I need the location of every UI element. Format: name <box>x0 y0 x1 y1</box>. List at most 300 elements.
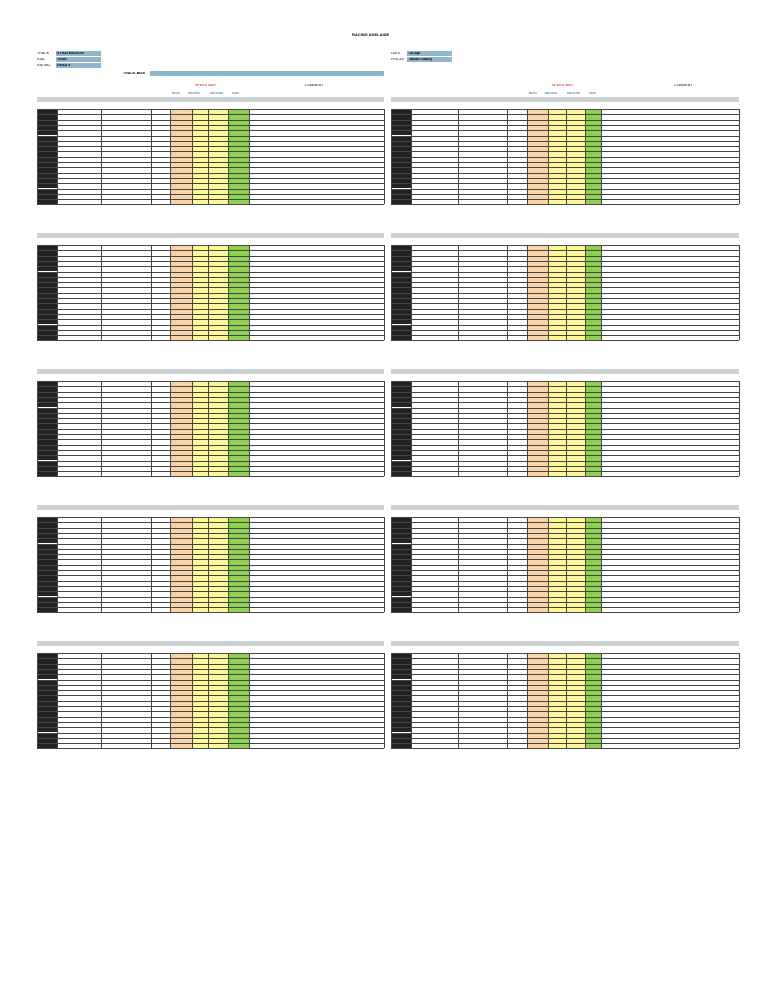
column-divider <box>739 517 740 612</box>
row-divider <box>391 717 739 718</box>
row-divider <box>391 335 739 336</box>
row-divider <box>391 151 739 152</box>
column-divider <box>192 245 193 340</box>
rail-value: TRUE <box>57 58 67 61</box>
row-divider <box>391 309 739 310</box>
row-divider <box>391 157 739 158</box>
row-divider <box>37 680 384 681</box>
column-divider <box>527 109 528 204</box>
race-header-band <box>391 369 739 374</box>
row-divider <box>391 303 739 304</box>
column-divider <box>228 245 229 340</box>
column-divider <box>585 517 586 612</box>
row-divider <box>37 439 384 440</box>
column-divider <box>101 381 102 476</box>
row-divider <box>37 157 384 158</box>
column-divider <box>57 245 58 340</box>
column-divider <box>391 653 392 748</box>
date-value: 18-Apr <box>409 52 421 55</box>
column-divider <box>411 109 412 204</box>
column-divider <box>601 381 602 476</box>
column-divider <box>228 109 229 204</box>
row-divider <box>37 298 384 299</box>
column-divider <box>566 517 567 612</box>
row-divider <box>391 690 739 691</box>
column-divider <box>527 653 528 748</box>
row-divider <box>37 674 384 675</box>
row-divider <box>37 575 384 576</box>
row-divider <box>37 565 384 566</box>
row-divider <box>37 669 384 670</box>
row-divider <box>37 309 384 310</box>
row-divider <box>37 701 384 702</box>
row-divider <box>37 282 384 283</box>
row-divider <box>391 194 739 195</box>
column-divider <box>391 109 392 204</box>
row-divider <box>37 272 384 273</box>
track-value: STRATHALBYN <box>57 52 84 55</box>
row-divider <box>37 266 384 267</box>
row-divider <box>37 199 384 200</box>
row-divider <box>391 199 739 200</box>
row-divider <box>391 522 739 523</box>
row-divider <box>391 277 739 278</box>
column-divider <box>170 245 171 340</box>
rating-label: RATING <box>37 64 51 67</box>
row-divider <box>37 586 384 587</box>
row-divider <box>37 303 384 304</box>
row-divider <box>391 538 739 539</box>
row-divider <box>391 711 739 712</box>
column-divider <box>458 653 459 748</box>
row-divider <box>37 570 384 571</box>
row-divider <box>391 392 739 393</box>
column-divider <box>411 381 412 476</box>
column-divider <box>228 653 229 748</box>
row-divider <box>391 738 739 739</box>
column-divider <box>458 245 459 340</box>
row-divider <box>37 314 384 315</box>
row-divider <box>391 701 739 702</box>
row-divider <box>37 413 384 414</box>
row-divider <box>391 256 739 257</box>
row-divider <box>37 522 384 523</box>
row-divider <box>391 189 739 190</box>
column-divider <box>228 381 229 476</box>
sub-midback-left: MID BCK <box>188 92 201 95</box>
sub-fwd-right: FWD <box>589 92 596 95</box>
row-divider <box>391 554 739 555</box>
column-divider <box>548 245 549 340</box>
row-divider <box>391 173 739 174</box>
row-divider <box>391 319 739 320</box>
row-divider <box>37 597 384 598</box>
row-divider <box>391 162 739 163</box>
row-divider <box>37 245 384 246</box>
column-divider <box>411 245 412 340</box>
row-divider <box>391 581 739 582</box>
row-divider <box>391 325 739 326</box>
row-divider <box>37 549 384 550</box>
race-header-band <box>391 233 739 238</box>
column-divider <box>101 517 102 612</box>
row-divider <box>37 325 384 326</box>
column-divider <box>249 653 250 748</box>
row-divider <box>37 136 384 137</box>
row-divider <box>391 674 739 675</box>
speed-map-header-right: SPEED MAP <box>552 84 573 87</box>
column-divider <box>585 245 586 340</box>
column-divider <box>170 517 171 612</box>
row-divider <box>391 607 739 608</box>
row-divider <box>391 722 739 723</box>
row-divider <box>391 298 739 299</box>
row-divider <box>37 120 384 121</box>
column-divider <box>249 109 250 204</box>
row-divider <box>37 544 384 545</box>
row-divider <box>391 570 739 571</box>
row-divider <box>391 287 739 288</box>
sheet-title: RACING ADELAIDE <box>352 33 390 37</box>
row-divider <box>391 141 739 142</box>
row-divider <box>391 261 739 262</box>
row-divider <box>37 340 384 341</box>
race-header-band <box>37 641 384 646</box>
row-divider <box>391 653 739 654</box>
row-divider <box>37 423 384 424</box>
prices-label: PRICES <box>391 58 405 61</box>
row-divider <box>37 408 384 409</box>
race-header-band <box>391 97 739 102</box>
row-divider <box>37 738 384 739</box>
row-divider <box>391 386 739 387</box>
row-divider <box>37 466 384 467</box>
sub-back-left: BACK <box>172 92 181 95</box>
row-divider <box>37 695 384 696</box>
row-divider <box>37 293 384 294</box>
column-divider <box>458 517 459 612</box>
row-divider <box>37 250 384 251</box>
row-divider <box>37 554 384 555</box>
row-divider <box>391 381 739 382</box>
row-divider <box>37 450 384 451</box>
row-divider <box>37 733 384 734</box>
row-divider <box>37 612 384 613</box>
row-divider <box>37 591 384 592</box>
row-divider <box>391 565 739 566</box>
row-divider <box>37 743 384 744</box>
row-divider <box>37 141 384 142</box>
column-divider <box>208 517 209 612</box>
column-divider <box>739 381 740 476</box>
column-divider <box>57 109 58 204</box>
column-divider <box>391 381 392 476</box>
row-divider <box>37 402 384 403</box>
row-divider <box>37 167 384 168</box>
row-divider <box>37 653 384 654</box>
row-divider <box>37 533 384 534</box>
rail-label: RAIL <box>37 58 45 61</box>
row-divider <box>391 591 739 592</box>
row-divider <box>37 434 384 435</box>
column-divider <box>37 381 38 476</box>
row-divider <box>37 114 384 115</box>
column-divider <box>151 109 152 204</box>
row-divider <box>391 743 739 744</box>
row-divider <box>391 559 739 560</box>
row-divider <box>391 450 739 451</box>
race-header-band <box>37 505 384 510</box>
row-divider <box>391 266 739 267</box>
row-divider <box>37 528 384 529</box>
column-divider <box>507 653 508 748</box>
row-divider <box>37 146 384 147</box>
column-divider <box>37 109 38 204</box>
column-divider <box>170 653 171 748</box>
row-divider <box>37 397 384 398</box>
row-divider <box>37 685 384 686</box>
row-divider <box>37 711 384 712</box>
row-divider <box>37 429 384 430</box>
column-divider <box>739 653 740 748</box>
row-divider <box>37 287 384 288</box>
column-divider <box>507 109 508 204</box>
column-divider <box>249 381 250 476</box>
row-divider <box>37 722 384 723</box>
column-divider <box>101 245 102 340</box>
column-divider <box>228 517 229 612</box>
row-divider <box>391 727 739 728</box>
row-divider <box>391 282 739 283</box>
prices-value: Jacob Colbey <box>409 58 433 61</box>
column-divider <box>384 653 385 748</box>
rating-value: DEAD 4 <box>57 64 71 67</box>
row-divider <box>391 314 739 315</box>
track-bias-label: TRACK BIAS <box>123 72 146 75</box>
row-divider <box>37 476 384 477</box>
column-divider <box>411 653 412 748</box>
column-divider <box>208 381 209 476</box>
row-divider <box>391 114 739 115</box>
row-divider <box>391 402 739 403</box>
row-divider <box>391 340 739 341</box>
row-divider <box>37 183 384 184</box>
race-header-band <box>391 505 739 510</box>
row-divider <box>391 272 739 273</box>
column-divider <box>566 381 567 476</box>
sub-midfwd-right: MID FWD <box>567 92 581 95</box>
column-divider <box>170 381 171 476</box>
row-divider <box>391 120 739 121</box>
row-divider <box>391 183 739 184</box>
row-divider <box>391 664 739 665</box>
column-divider <box>458 381 459 476</box>
row-divider <box>37 277 384 278</box>
track-label: TRACK <box>37 52 50 55</box>
row-divider <box>391 408 739 409</box>
row-divider <box>391 125 739 126</box>
column-divider <box>208 109 209 204</box>
race-header-band <box>391 641 739 646</box>
row-divider <box>391 429 739 430</box>
row-divider <box>391 250 739 251</box>
row-divider <box>37 204 384 205</box>
row-divider <box>391 476 739 477</box>
column-divider <box>507 245 508 340</box>
row-divider <box>37 658 384 659</box>
column-divider <box>739 109 740 204</box>
row-divider <box>391 167 739 168</box>
row-divider <box>391 669 739 670</box>
row-divider <box>37 392 384 393</box>
column-divider <box>151 517 152 612</box>
column-divider <box>548 517 549 612</box>
row-divider <box>391 528 739 529</box>
row-divider <box>391 130 739 131</box>
row-divider <box>37 386 384 387</box>
column-divider <box>151 653 152 748</box>
column-divider <box>601 517 602 612</box>
row-divider <box>37 261 384 262</box>
column-divider <box>101 109 102 204</box>
column-divider <box>208 245 209 340</box>
row-divider <box>391 612 739 613</box>
row-divider <box>37 418 384 419</box>
row-divider <box>37 319 384 320</box>
row-divider <box>37 690 384 691</box>
column-divider <box>507 381 508 476</box>
row-divider <box>37 455 384 456</box>
row-divider <box>37 256 384 257</box>
sub-midfwd-left: MID FWD <box>210 92 224 95</box>
row-divider <box>37 173 384 174</box>
column-divider <box>384 245 385 340</box>
column-divider <box>192 109 193 204</box>
row-divider <box>391 549 739 550</box>
row-divider <box>37 178 384 179</box>
column-divider <box>548 653 549 748</box>
column-divider <box>57 381 58 476</box>
row-divider <box>391 658 739 659</box>
column-divider <box>601 245 602 340</box>
row-divider <box>391 680 739 681</box>
column-divider <box>151 381 152 476</box>
row-divider <box>37 602 384 603</box>
row-divider <box>37 517 384 518</box>
column-divider <box>37 653 38 748</box>
row-divider <box>391 597 739 598</box>
row-divider <box>391 397 739 398</box>
column-divider <box>170 109 171 204</box>
column-divider <box>192 381 193 476</box>
row-divider <box>37 664 384 665</box>
row-divider <box>391 517 739 518</box>
column-divider <box>527 245 528 340</box>
sub-fwd-left: FWD <box>232 92 239 95</box>
row-divider <box>391 413 739 414</box>
row-divider <box>37 335 384 336</box>
row-divider <box>37 194 384 195</box>
row-divider <box>37 471 384 472</box>
race-header-band <box>37 97 384 102</box>
row-divider <box>391 434 739 435</box>
row-divider <box>391 418 739 419</box>
row-divider <box>37 125 384 126</box>
column-divider <box>585 109 586 204</box>
race-header-band <box>37 233 384 238</box>
row-divider <box>391 178 739 179</box>
row-divider <box>37 538 384 539</box>
row-divider <box>391 685 739 686</box>
row-divider <box>391 136 739 137</box>
column-divider <box>249 245 250 340</box>
row-divider <box>391 575 739 576</box>
row-divider <box>37 151 384 152</box>
row-divider <box>37 607 384 608</box>
row-divider <box>37 330 384 331</box>
column-divider <box>384 381 385 476</box>
row-divider <box>391 748 739 749</box>
row-divider <box>37 381 384 382</box>
sub-back-right: BACK <box>529 92 538 95</box>
column-divider <box>37 517 38 612</box>
column-divider <box>411 517 412 612</box>
column-divider <box>548 109 549 204</box>
column-divider <box>249 517 250 612</box>
column-divider <box>208 653 209 748</box>
row-divider <box>37 445 384 446</box>
row-divider <box>391 466 739 467</box>
speed-map-header-left: SPEED MAP <box>195 84 216 87</box>
row-divider <box>391 533 739 534</box>
row-divider <box>391 445 739 446</box>
row-divider <box>37 717 384 718</box>
column-divider <box>151 245 152 340</box>
column-divider <box>507 517 508 612</box>
row-divider <box>391 245 739 246</box>
column-divider <box>192 653 193 748</box>
row-divider <box>37 130 384 131</box>
row-divider <box>37 162 384 163</box>
row-divider <box>391 439 739 440</box>
column-divider <box>566 245 567 340</box>
row-divider <box>391 544 739 545</box>
row-divider <box>391 471 739 472</box>
column-divider <box>585 653 586 748</box>
comment-header-left: COMMENT <box>305 84 324 87</box>
column-divider <box>192 517 193 612</box>
column-divider <box>384 109 385 204</box>
column-divider <box>739 245 740 340</box>
row-divider <box>391 733 739 734</box>
column-divider <box>57 653 58 748</box>
row-divider <box>37 727 384 728</box>
column-divider <box>566 109 567 204</box>
column-divider <box>57 517 58 612</box>
column-divider <box>527 381 528 476</box>
column-divider <box>391 245 392 340</box>
row-divider <box>37 461 384 462</box>
column-divider <box>391 517 392 612</box>
row-divider <box>391 586 739 587</box>
column-divider <box>101 653 102 748</box>
column-divider <box>384 517 385 612</box>
row-divider <box>391 695 739 696</box>
row-divider <box>391 602 739 603</box>
row-divider <box>391 455 739 456</box>
row-divider <box>37 581 384 582</box>
row-divider <box>37 748 384 749</box>
